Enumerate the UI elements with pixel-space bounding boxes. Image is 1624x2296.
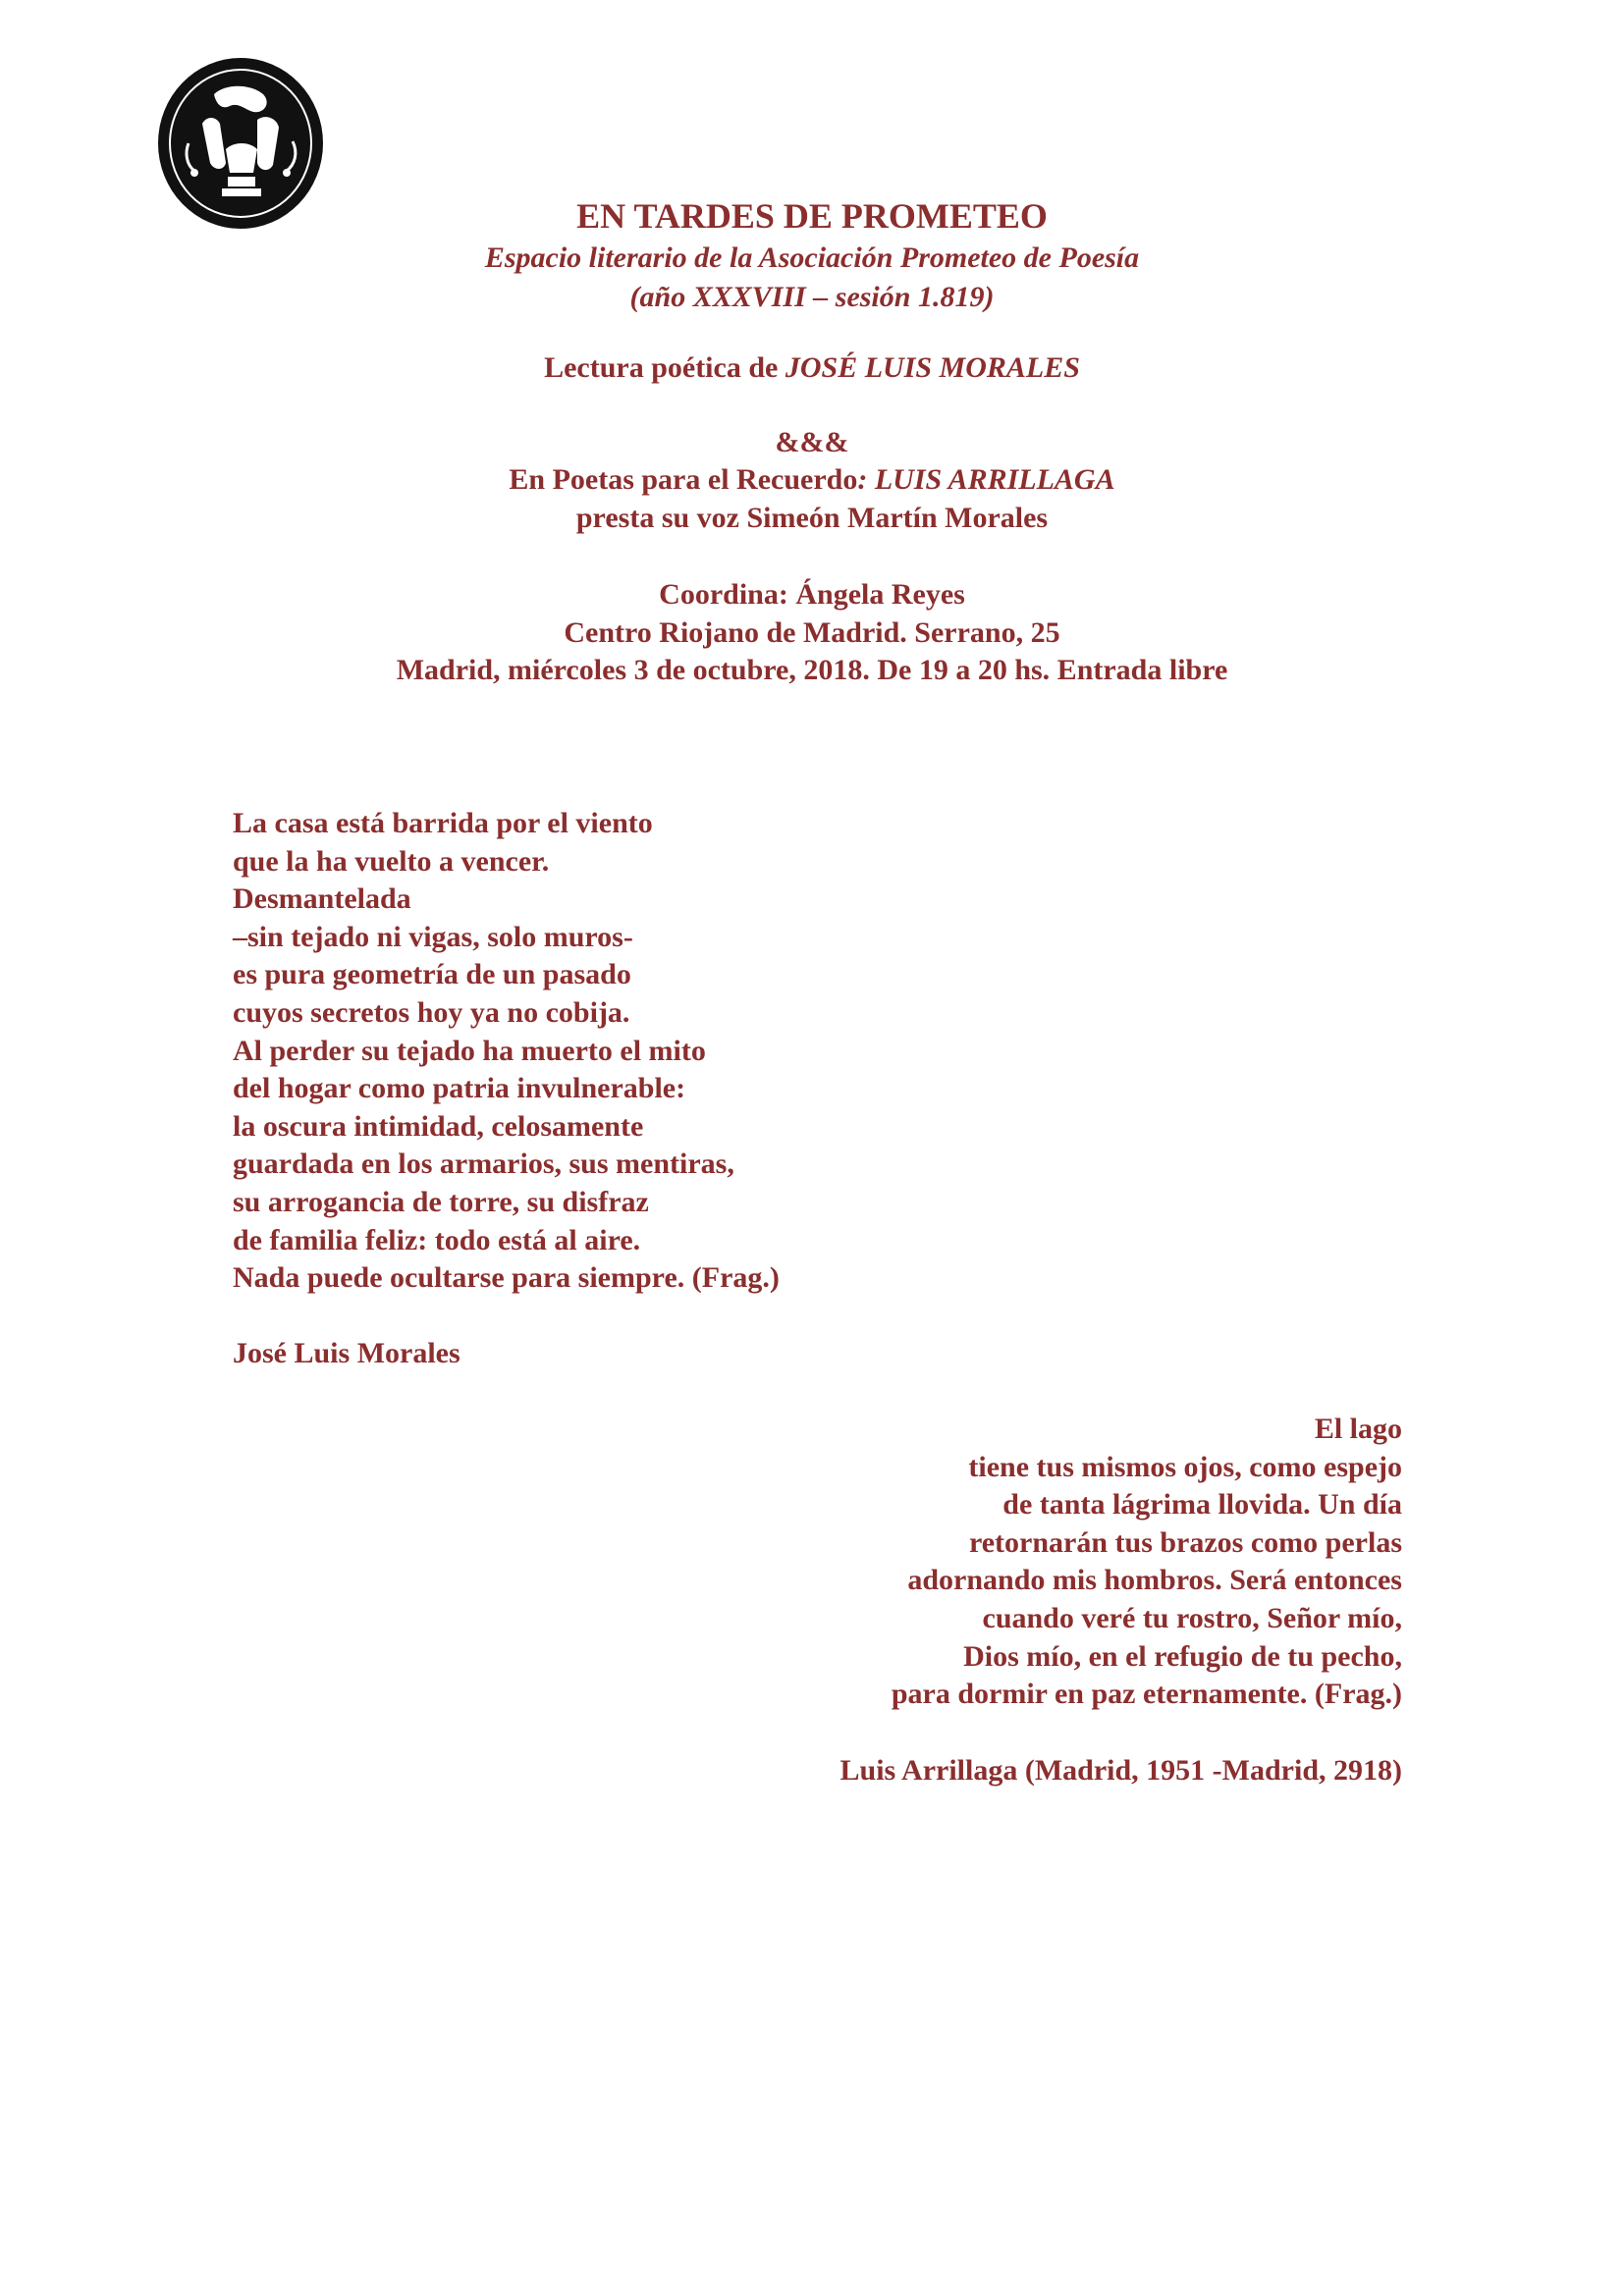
poem-line: del hogar como patria invulnerable: — [233, 1072, 686, 1105]
poem-line: retornarán tus brazos como perlas — [968, 1525, 1402, 1559]
poets-colon: : — [857, 463, 875, 496]
poem-line: La casa está barrida por el viento — [233, 807, 653, 839]
poem-line: Desmantelada — [233, 882, 411, 916]
poem-line: es pura geometría de un pasado — [233, 958, 631, 991]
reading-line — [0, 349, 1624, 387]
poem-line: su arrogancia de torre, su disfraz — [233, 1185, 649, 1218]
venue-line: Centro Riojano de Madrid. Serrano, 25 — [564, 616, 1060, 649]
coordinator-line: Coordina: Ángela Reyes — [659, 578, 965, 611]
poem-line: Nada puede ocultarse para siempre. (Frag.) — [233, 1261, 780, 1295]
poets-prefix: En Poetas para el Recuerdo — [509, 463, 858, 496]
poem-line: El lago — [1314, 1413, 1402, 1445]
poem-2-author: Luis Arrillaga (Madrid, 1951 -Madrid, 2918) — [839, 1754, 1402, 1787]
poem-line: Dios mío, en el refugio de tu pecho, — [963, 1639, 1402, 1673]
poem-line: de tanta lágrima llovida. Un día — [1002, 1488, 1402, 1522]
poets-line — [0, 461, 1624, 499]
voice-line: presta su voz Simeón Martín Morales — [575, 502, 1049, 534]
page-title: EN TARDES DE PROMETEO — [576, 196, 1048, 236]
poem-1-author: José Luis Morales — [233, 1337, 460, 1369]
reading-prefix: Lectura poética de — [544, 351, 785, 384]
poem-line: adornando mis hombros. Será entonces — [907, 1564, 1402, 1597]
poets-name: LUIS ARRILLAGA — [874, 463, 1115, 496]
poem-line: Al perder su tejado ha muerto el mito — [233, 1034, 706, 1067]
separator: &&& — [775, 426, 849, 458]
date-line: Madrid, miércoles 3 de octubre, 2018. De 19 a 20 hs. Entrada libre — [396, 654, 1228, 686]
reading-poet-name: JOSÉ LUIS MORALES — [785, 351, 1080, 384]
poem-2 — [892, 1411, 1402, 1714]
poem-line: que la ha vuelto a vencer. — [233, 844, 550, 878]
subtitle: Espacio literario de la Asociación Prometeo de Poesía — [484, 241, 1140, 274]
poem-line: para dormir en paz eternamente. (Frag.) — [891, 1678, 1402, 1711]
poem-line: –sin tejado ni vigas, solo muros- — [233, 920, 633, 953]
poem-line: la oscura intimidad, celosamente — [233, 1109, 644, 1143]
poem-line: tiene tus mismos ojos, como espejo — [968, 1450, 1402, 1483]
poem-line: guardada en los armarios, sus mentiras, — [233, 1148, 734, 1181]
poem-line: cuando veré tu rostro, Señor mío, — [982, 1601, 1402, 1634]
session-info: (año XXXVIII – sesión 1.819) — [629, 281, 995, 313]
poem-line: de familia feliz: todo está al aire. — [233, 1223, 641, 1256]
poem-line: cuyos secretos hoy ya no cobija. — [233, 995, 630, 1029]
poem-1 — [233, 805, 780, 1298]
